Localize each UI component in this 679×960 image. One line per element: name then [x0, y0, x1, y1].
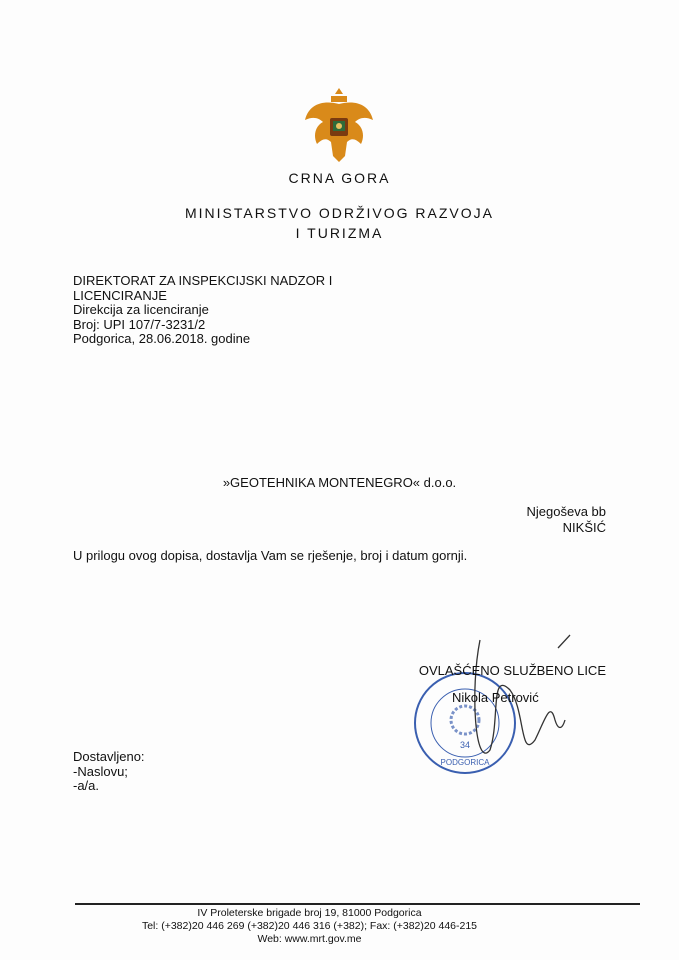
recipient-street: Njegoševa bb: [526, 504, 606, 519]
footer-divider: [75, 903, 640, 905]
directorate: DIREKTORAT ZA INSPEKCIJSKI NADZOR I: [73, 273, 333, 288]
recipient-city: NIKŠIĆ: [562, 520, 606, 535]
stamp-city: PODGORICA: [440, 758, 490, 767]
delivery-item: -Naslovu;: [73, 763, 128, 779]
footer-phones: Tel: (+382)20 446 269 (+382)20 446 316 (+382); Fax: (+382)20 446-215: [141, 920, 478, 932]
signatory-title: OVLAŠĆENO SLUŽBENO LICE: [418, 663, 606, 678]
ministry-name-cont: I TURIZMA: [295, 225, 384, 241]
delivery-label: Dostavljeno:: [73, 749, 145, 764]
recipient-company: »GEOTEHNIKA MONTENEGRO« d.o.o.: [222, 475, 457, 490]
place-date: Podgorica, 28.06.2018. godine: [73, 331, 251, 346]
directorate-cont: LICENCIRANJE: [73, 287, 167, 303]
footer: [0, 907, 649, 946]
stamp-number: 34: [459, 740, 471, 750]
coat-of-arms-logo: [303, 86, 375, 164]
ministry-name: MINISTARSTVO ODRŽIVOG RAZVOJA: [185, 205, 494, 221]
handwritten-signature: [430, 630, 590, 780]
sender-block: [73, 274, 332, 347]
letter-body: U prilogu ovog dopisa, dostavlja Vam se rješenje, broj i datum gornji.: [73, 548, 468, 563]
delivery-block: [73, 750, 145, 794]
directorate-unit: Direkcija za licenciranje: [73, 302, 209, 317]
reference-number: Broj: UPI 107/7-3231/2: [73, 316, 206, 332]
delivery-item: -a/a.: [73, 778, 100, 793]
signatory-name: Nikola Petrović: [452, 690, 539, 705]
footer-address: IV Proleterske brigade broj 19, 81000 Podgorica: [197, 907, 422, 919]
footer-web: Web: www.mrt.gov.me: [257, 933, 362, 945]
country-name: CRNA GORA: [288, 170, 391, 186]
